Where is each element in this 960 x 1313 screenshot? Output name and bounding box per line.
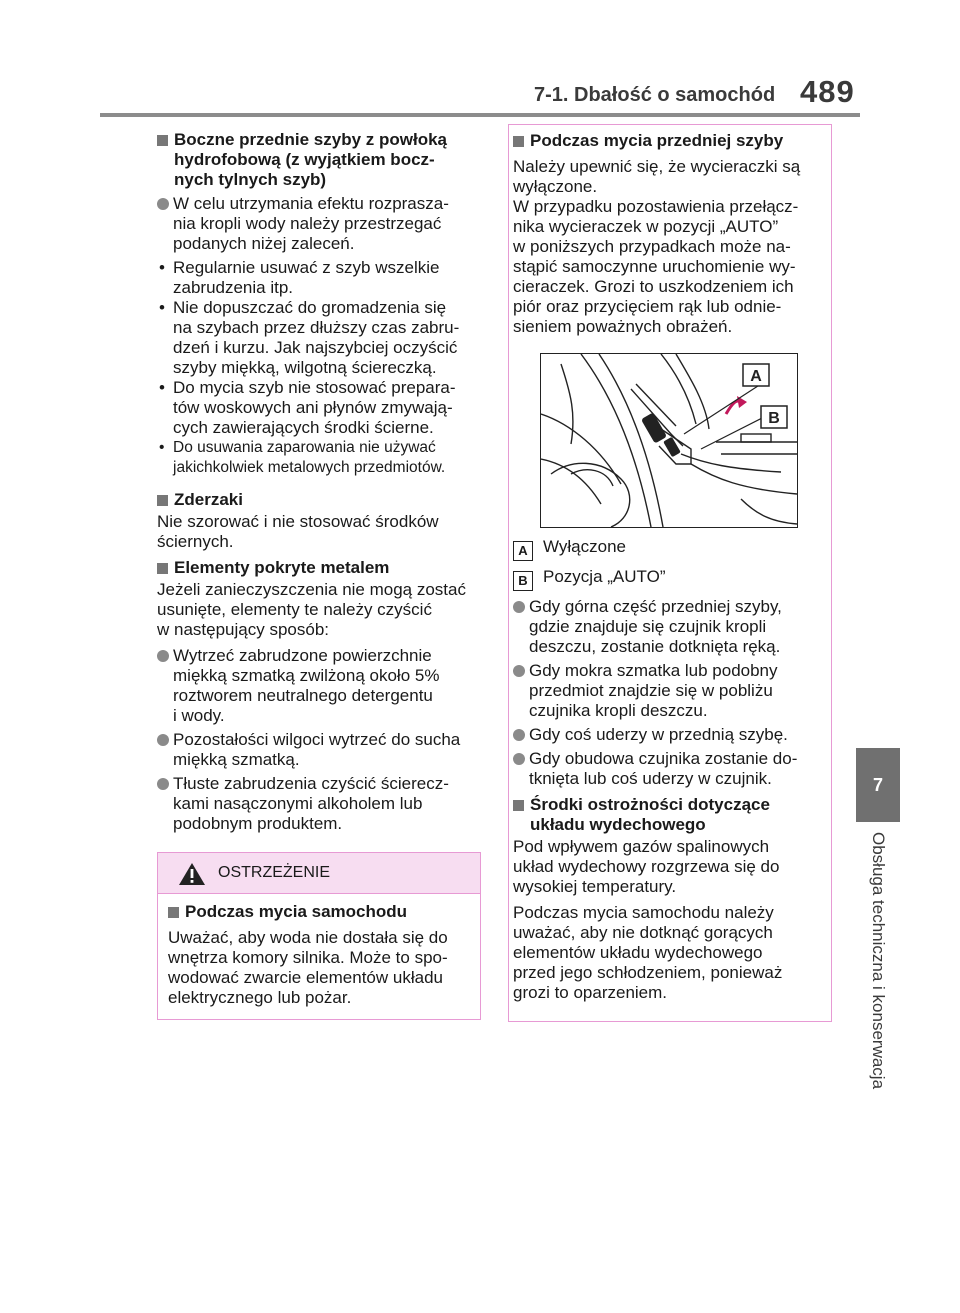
bullet-item: Pozostałości wilgoci wytrzeć do sucha miękką szmatką. (157, 730, 479, 770)
warning-header (158, 853, 480, 894)
legend-key: B (513, 571, 533, 591)
page-number: 489 (800, 74, 855, 109)
right-content (513, 129, 823, 343)
heading-exhaust-safety: Środki ostrożności dotyczące układu wydechowego (513, 795, 823, 835)
steering-column-drawing (541, 354, 797, 527)
legend-item-a: A Wyłączone (513, 537, 823, 561)
chapter-tab: 7 (856, 748, 900, 822)
warning-triangle-icon (178, 862, 206, 886)
section-title: 7-1. Dbałość o samochód (534, 84, 776, 106)
heading-bumpers: Zderzaki (157, 490, 479, 510)
legend-key: A (513, 541, 533, 561)
paragraph: Należy upewnić się, że wycieraczki są wyłączone. (513, 157, 801, 196)
windshield-info-box (508, 124, 832, 1022)
paragraph: W przypadku pozostawienia przełącz- nika wycieraczek w pozycji „AUTO” w poniższych przypadkach może na- stąpić samoczynne uruchomienie wy- cieraczek. Grozi to uszkodzeniem ich piór oraz przycięciem rąk lub odnie- sieniem poważnych obrażeń. (513, 197, 799, 336)
wiper-switch-illustration (540, 353, 798, 528)
bullet-item: Gdy górna część przedniej szyby, gdzie znajduje się czujnik kropli deszczu, zostanie dotknięta ręką. (513, 597, 823, 657)
header-divider (100, 113, 860, 117)
dot-item: • Nie dopuszczać do gromadzenia się na szybach przez dłuższy czas zabru- dzeń i kurzu. Jak najszybciej oczyścić szyby miękką, wilgotną ściereczką. (157, 298, 479, 378)
bullet-item: Gdy coś uderzy w przednią szybę. (513, 725, 823, 745)
left-column (157, 124, 479, 838)
figure-label-b: B (768, 410, 780, 427)
dot-item: • Do mycia szyb nie stosować prepara- tów woskowych ani płynów zmywają- cych zawierających środki ścierne. (157, 378, 479, 438)
bullet-item: W celu utrzymania efektu rozprasza- nia kropli wody należy przestrzegać podanych niżej zaleceń. (157, 194, 479, 254)
paragraph: Podczas mycia samochodu należy uważać, aby nie dotknąć gorących elementów układu wydechowego przed jego schłodzeniem, ponieważ grozi to oparzeniem. (513, 903, 783, 1002)
chapter-label-text: Obsługa techniczna i konserwacja (869, 832, 888, 1090)
bullet-item: Gdy obudowa czujnika zostanie do- tknięta lub coś uderzy w czujnik. (513, 749, 823, 789)
chapter-label (864, 832, 890, 1132)
bullet-item: Wytrzeć zabrudzone powierzchnie miękką szmatką zwilżoną około 5% roztworem neutralnego detergentu i wody. (157, 646, 479, 726)
right-content-lower (513, 533, 823, 1009)
heading-side-windows: Boczne przednie szyby z powłoką hydrofobową (z wyjątkiem bocz- nych tylnych szyb) (157, 130, 479, 190)
paragraph: Pod wpływem gazów spalinowych układ wydechowy rozgrzewa się do wysokiej temperatury. (513, 837, 780, 896)
warning-box (157, 852, 481, 1020)
heading-windshield-washing: Podczas mycia przedniej szyby (513, 131, 823, 151)
figure-label-a: A (750, 368, 762, 385)
paragraph: Nie szorować i nie stosować środków ściernych. (157, 512, 439, 551)
heading-metal-parts: Elementy pokryte metalem (157, 558, 479, 578)
paragraph: Jeżeli zanieczyszczenia nie mogą zostać usunięte, elementy te należy czyścić w następujący sposób: (157, 580, 466, 639)
warning-body: Podczas mycia samochodu Uważać, aby woda nie dostała się do wnętrza komory silnika. Może to spo- wodować zwarcie elementów układu elektrycznego lub pożar. (158, 894, 480, 1008)
legend-item-b: B Pozycja „AUTO” (513, 567, 823, 591)
dot-item: • Regularnie usuwać z szyb wszelkie zabrudzenia itp. (157, 258, 479, 298)
bullet-item: Tłuste zabrudzenia czyścić ścierecz- kami nasączonymi alkoholem lub podobnym produktem. (157, 774, 479, 834)
warning-heading: Podczas mycia samochodu (168, 902, 472, 922)
warning-title: OSTRZEŻENIE (218, 864, 331, 881)
bullet-item: Gdy mokra szmatka lub podobny przedmiot znajdzie się w pobliżu czujnika kropli deszczu. (513, 661, 823, 721)
dot-item: • Do usuwania zaparowania nie używać jakichkolwiek metalowych przedmiotów. (157, 438, 479, 478)
